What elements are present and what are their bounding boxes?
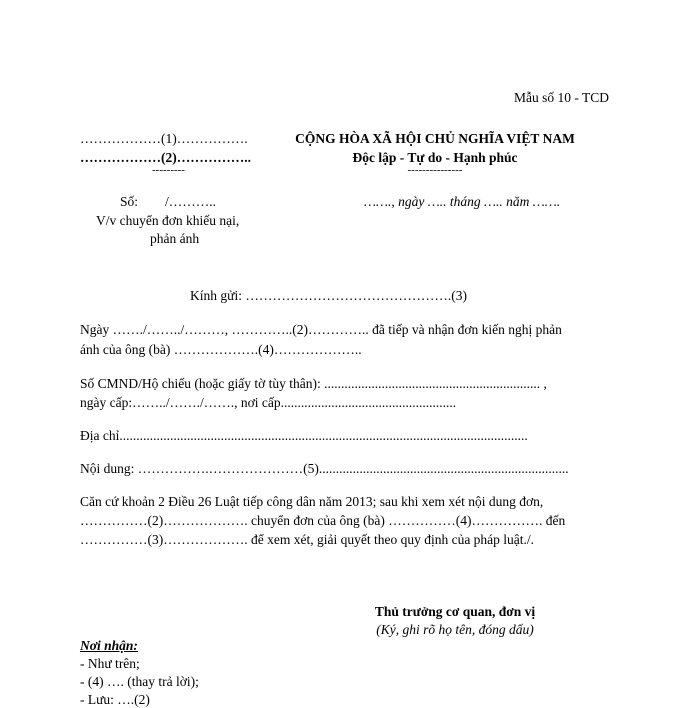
basis-line-2: ……………(2)………………. chuyển đơn của ông (bà) ……………(4)……………. đến xyxy=(80,513,566,528)
recipients-item: - Lưu: ….(2) xyxy=(80,692,150,707)
agency-line-2: ………………(2)…………….. xyxy=(80,150,251,165)
nation-motto: Độc lập - Tự do - Hạnh phúc xyxy=(352,150,518,165)
form-code: Mẫu số 10 - TCD xyxy=(514,90,610,105)
recipient-line: Kính gửi: ……………………………………….(3) xyxy=(190,288,467,303)
signature-title: Thủ trưởng cơ quan, đơn vị xyxy=(374,604,536,619)
paragraph-1-line-2: ánh của ông (bà) ……………….(4)……………….. xyxy=(80,342,362,357)
document-number: Số: /……….. xyxy=(120,194,217,209)
subject-line-1: V/v chuyển đơn khiếu nại, xyxy=(96,213,240,228)
id-line-1: Số CMND/Hộ chiếu (hoặc giấy tờ tùy thân): ................................................................ , xyxy=(80,376,547,391)
nation-title: CỘNG HÒA XÃ HỘI CHỦ NGHĨA VIỆT NAM xyxy=(295,131,575,146)
recipients-heading: Nơi nhận: xyxy=(80,638,138,653)
id-line-2: ngày cấp:……../……./……., nơi cấp.................................................... xyxy=(80,395,457,410)
agency-divider: --------- xyxy=(152,164,185,176)
paragraph-1-line-1: Ngày ……./……../………, …………..(2)………….. đã tiếp và nhận đơn kiến nghị phản xyxy=(80,322,562,337)
signature-note: (Ký, ghi rõ họ tên, đóng dấu) xyxy=(376,622,534,637)
address-line: Địa chỉ......................................................................................................................... xyxy=(80,428,528,443)
motto-divider: --------------- xyxy=(407,164,463,176)
agency-line-1: ………………(1)……………. xyxy=(80,131,248,146)
recipients-item: - Như trên; xyxy=(80,656,140,671)
recipients-item: - (4) …. (thay trả lời); xyxy=(80,674,199,689)
basis-line-3: ……………(3)………………. để xem xét, giải quyết theo quy định của pháp luật./. xyxy=(80,532,535,547)
subject-line-2: phản ánh xyxy=(150,231,200,246)
date-line: ……., ngày ….. tháng ….. năm ……. xyxy=(364,194,561,209)
basis-line-1: Căn cứ khoản 2 Điều 26 Luật tiếp công dân năm 2013; sau khi xem xét nội dung đơn, xyxy=(80,494,544,509)
content-line: Nội dung: …………….…………………(5).......................................................................... xyxy=(80,461,569,476)
